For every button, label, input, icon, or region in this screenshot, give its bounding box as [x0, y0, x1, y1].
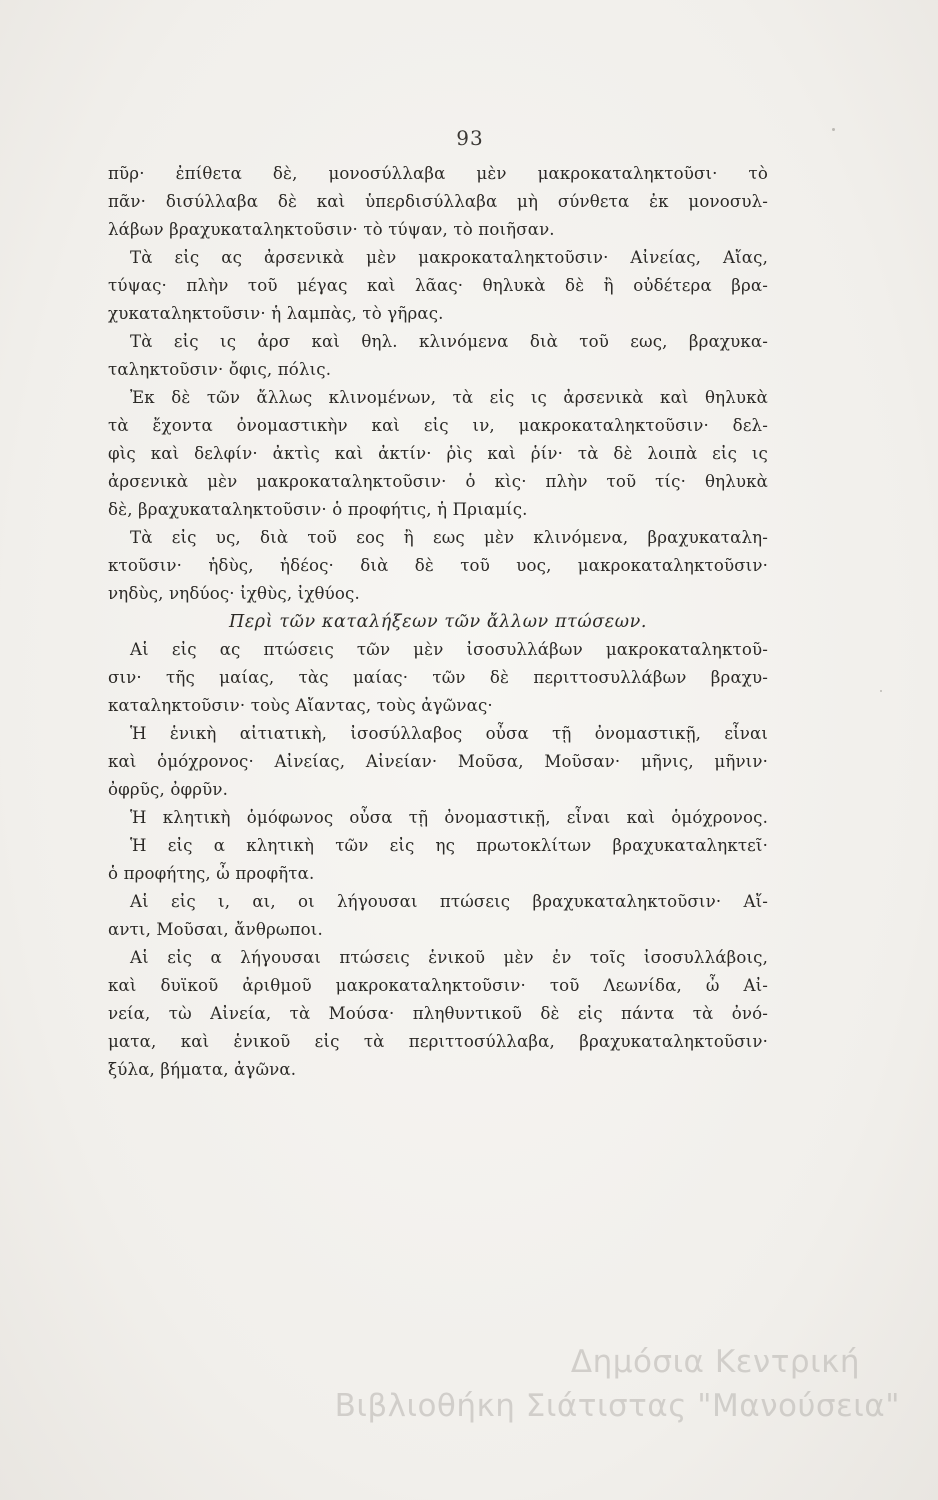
watermark-line: Δημόσια Κεντρική: [570, 1344, 860, 1380]
page-number: 93: [456, 126, 484, 150]
text-line: νεία, τὼ Αἰνεία, τὰ Μούσα· πληθυντικοῦ δὲ εἰς πάντα τὰ ὀνό-: [108, 1004, 768, 1023]
text-line: Τὰ εἰς ας ἀρσενικὰ μὲν μακροκαταληκτοῦσιν· Αἰνείας, Αἴας,: [130, 248, 768, 267]
text-line: ξύλα, βήματα, ἀγῶνα.: [108, 1060, 297, 1079]
text-line: ὁ προφήτης, ὦ προφῆτα.: [108, 864, 315, 883]
text-line: Ἡ εἰς α κλητικὴ τῶν εἰς ης πρωτοκλίτων βραχυκαταληκτεῖ·: [130, 836, 768, 855]
text-line: τὰ ἔχοντα ὀνομαστικὴν καὶ εἰς ιν, μακροκαταληκτοῦσιν· δελ-: [108, 416, 768, 435]
text-line: σιν· τῆς μαίας, τὰς μαίας· τῶν δὲ περιττοσυλλάβων βραχυ-: [108, 668, 768, 687]
scan-speck: [880, 690, 882, 692]
text-line: λάβων βραχυκαταληκτοῦσιν· τὸ τύψαν, τὸ ποιῆσαν.: [108, 220, 555, 239]
text-line: Τὰ εἰς υς, διὰ τοῦ εος ἢ εως μὲν κλινόμενα, βραχυκαταλη-: [130, 528, 768, 547]
text-line: Αἱ εἰς α λήγουσαι πτώσεις ἑνικοῦ μὲν ἐν τοῖς ἰσοσυλλάβοις,: [130, 948, 768, 967]
library-watermark: [200, 1340, 900, 1428]
text-line: δὲ, βραχυκαταληκτοῦσιν· ὁ προφήτις, ἡ Πριαμίς.: [108, 500, 528, 519]
text-line: Αἱ εἰς ι, αι, οι λήγουσαι πτώσεις βραχυκαταληκτοῦσιν· Αἴ-: [130, 892, 768, 911]
text-line: Ἐκ δὲ τῶν ἄλλως κλινομένων, τὰ εἰς ις ἀρσενικὰ καὶ θηλυκὰ: [130, 388, 768, 407]
text-line: καὶ δυϊκοῦ ἀριθμοῦ μακροκαταληκτοῦσιν· τοῦ Λεωνίδα, ὦ Αἰ-: [108, 976, 768, 995]
text-line: τύψας· πλὴν τοῦ μέγας καὶ λᾶας· θηλυκὰ δὲ ἢ οὐδέτερα βρα-: [108, 276, 768, 295]
text-line: Τὰ εἰς ις ἀρσ καὶ θηλ. κλινόμενα διὰ τοῦ εως, βραχυκα-: [130, 332, 768, 351]
text-line: ἀρσενικὰ μὲν μακροκαταληκτοῦσιν· ὁ κὶς· πλὴν τοῦ τίς· θηλυκὰ: [108, 472, 768, 491]
text-line: καὶ ὁμόχρονος· Αἰνείας, Αἰνείαν· Μοῦσα, Μοῦσαν· μῆνις, μῆνιν·: [108, 752, 768, 771]
text-line: πῦρ· ἐπίθετα δὲ, μονοσύλλαβα μὲν μακροκαταληκτοῦσι· τὸ: [108, 164, 768, 183]
text-line: Ἡ κλητικὴ ὁμόφωνος οὖσα τῇ ὀνομαστικῇ, εἶναι καὶ ὁμόχρονος.: [130, 808, 768, 827]
text-line: κτοῦσιν· ἡδὺς, ἡδέος· διὰ δὲ τοῦ υος, μακροκαταληκτοῦσιν·: [108, 556, 768, 575]
text-line: χυκαταληκτοῦσιν· ἡ λαμπὰς, τὸ γῆρας.: [108, 304, 444, 323]
text-line: αντι, Μοῦσαι, ἄνθρωποι.: [108, 920, 323, 939]
text-line: Ἡ ἑνικὴ αἰτιατικὴ, ἰσοσύλλαβος οὖσα τῇ ὀνομαστικῇ, εἶναι: [130, 724, 768, 743]
text-line: καταληκτοῦσιν· τοὺς Αἴαντας, τοὺς ἀγῶνας·: [108, 696, 493, 715]
watermark-line: Βιβλιοθήκη Σιάτιστας "Μανούσεια": [334, 1388, 900, 1424]
text-line: ματα, καὶ ἑνικοῦ εἰς τὰ περιττοσύλλαβα, βραχυκαταληκτοῦσιν·: [108, 1032, 768, 1051]
text-line: Αἱ εἰς ας πτώσεις τῶν μὲν ἰσοσυλλάβων μακροκαταληκτοῦ-: [130, 640, 768, 659]
text-line: φὶς καὶ δελφίν· ἀκτὶς καὶ ἀκτίν· ῥὶς καὶ ῥίν· τὰ δὲ λοιπὰ εἰς ις: [108, 444, 768, 463]
text-line: νηδὺς, νηδύος· ἰχθὺς, ἰχθύος.: [108, 584, 360, 603]
section-heading: Περὶ τῶν καταλήξεων τῶν ἄλλων πτώσεων.: [228, 612, 648, 632]
text-line: ταληκτοῦσιν· ὄφις, πόλις.: [108, 360, 332, 379]
text-line: πᾶν· δισύλλαβα δὲ καὶ ὑπερδισύλλαβα μὴ σύνθετα ἐκ μονοσυλ-: [108, 192, 768, 211]
scan-speck: [832, 128, 835, 131]
page-text: [108, 160, 768, 1084]
text-line: ὀφρῦς, ὀφρῦν.: [108, 780, 229, 799]
